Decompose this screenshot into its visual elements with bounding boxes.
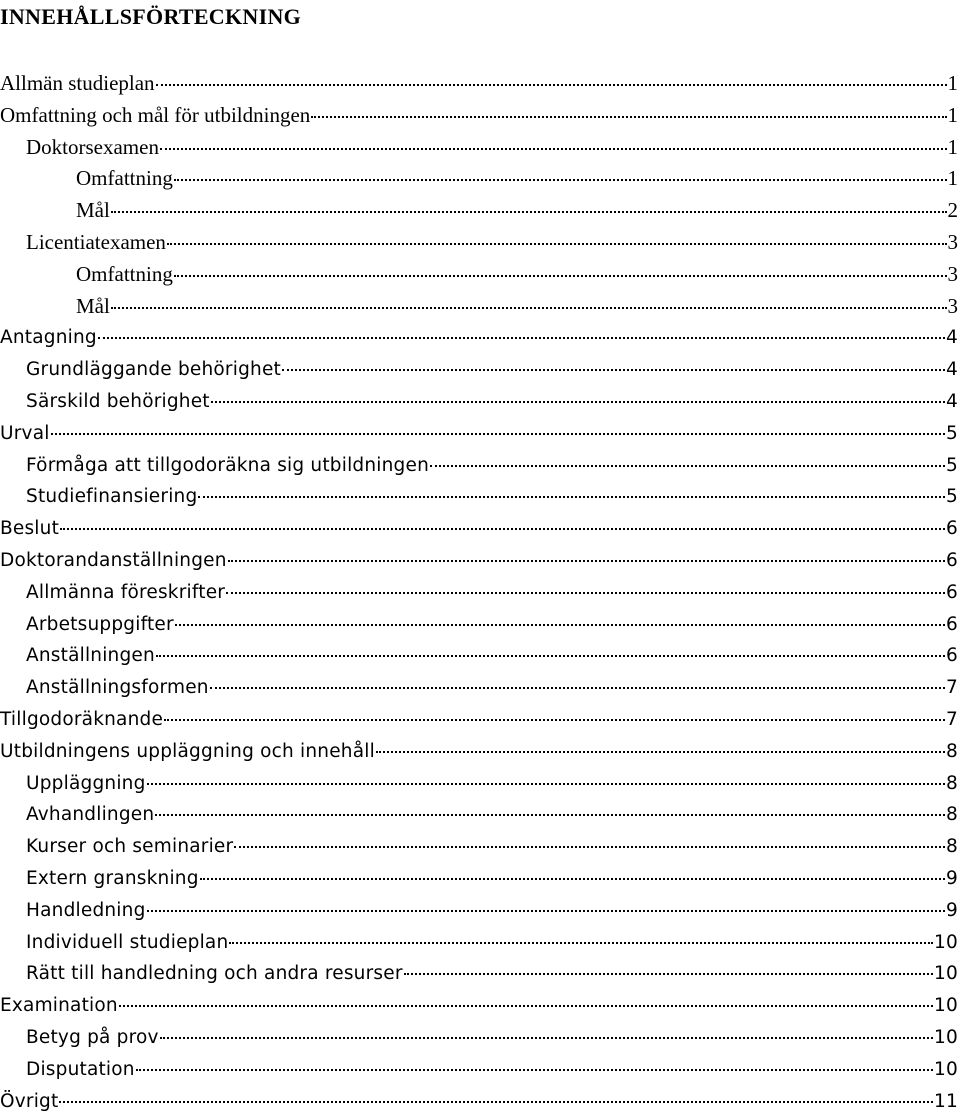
toc-entry-label: Uppläggning	[26, 768, 146, 800]
toc-entry-label: Studiefinansiering	[26, 481, 197, 513]
dot-leader	[210, 687, 945, 689]
toc-entry-label: Omfattning och mål för utbildningen	[0, 100, 310, 132]
toc-entry-page-number: 9	[946, 863, 960, 895]
page-title: INNEHÅLLSFÖRTECKNING	[0, 4, 301, 30]
toc-entry-label: Urval	[0, 418, 50, 450]
toc-entry[interactable]	[0, 863, 960, 895]
dot-leader	[234, 846, 945, 848]
dot-leader	[404, 973, 933, 975]
dot-leader	[147, 910, 946, 912]
dot-leader	[51, 433, 945, 435]
dot-leader	[211, 401, 945, 403]
toc-entry[interactable]	[0, 68, 960, 100]
toc-entry[interactable]	[0, 481, 960, 513]
toc-entry-page-number: 8	[946, 831, 960, 863]
dot-leader	[111, 307, 947, 309]
toc-entry-label: Särskild behörighet	[26, 386, 210, 418]
toc-entry-page-number: 3	[948, 227, 960, 259]
toc-entry-page-number: 1	[948, 163, 960, 195]
dot-leader	[430, 465, 945, 467]
dot-leader	[147, 783, 945, 785]
toc-entry[interactable]	[0, 609, 960, 641]
toc-entry[interactable]	[0, 132, 960, 164]
toc-entry-label: Kurser och seminarier	[26, 831, 233, 863]
dot-leader	[156, 655, 945, 657]
dot-leader	[175, 624, 945, 626]
toc-entry[interactable]	[0, 672, 960, 704]
toc-entry[interactable]	[0, 990, 960, 1022]
toc-entry[interactable]	[0, 545, 960, 577]
dot-leader	[160, 148, 947, 150]
toc-entry-page-number: 7	[946, 704, 960, 736]
toc-entry-page-number: 4	[946, 354, 960, 386]
toc-entry[interactable]	[0, 736, 960, 768]
toc-entry-label: Extern granskning	[26, 863, 199, 895]
toc-entry-label: Antagning	[0, 322, 97, 354]
dot-leader	[311, 116, 946, 118]
toc-entry-label: Grundläggande behörighet	[26, 354, 281, 386]
toc-entry[interactable]	[0, 450, 960, 482]
toc-entry-label: Doktorandanställningen	[0, 545, 227, 577]
dot-leader	[98, 337, 945, 339]
toc-entry[interactable]	[0, 322, 960, 354]
toc-entry-page-number: 6	[946, 640, 960, 672]
dot-leader	[229, 942, 933, 944]
toc-entry-page-number: 5	[946, 481, 960, 513]
toc-entry[interactable]	[0, 577, 960, 609]
toc-entry-label: Arbetsuppgifter	[26, 609, 174, 641]
toc-entry-label: Handledning	[26, 895, 146, 927]
toc-entry[interactable]	[0, 1086, 960, 1117]
toc-entry-page-number: 4	[946, 386, 960, 418]
dot-leader	[60, 528, 945, 530]
toc-entry-label: Anställningsformen	[26, 672, 209, 704]
toc-entry-page-number: 5	[946, 418, 960, 450]
toc-entry[interactable]	[0, 163, 960, 195]
dot-leader	[59, 1101, 933, 1103]
table-of-contents	[0, 68, 960, 1117]
toc-entry-label: Omfattning	[76, 259, 173, 291]
toc-entry-page-number: 10	[934, 990, 960, 1022]
toc-entry-page-number: 6	[946, 545, 960, 577]
toc-entry-page-number: 10	[934, 927, 960, 959]
dot-leader	[376, 751, 945, 753]
toc-entry[interactable]	[0, 895, 960, 927]
dot-leader	[164, 719, 945, 721]
toc-entry[interactable]	[0, 831, 960, 863]
toc-entry-page-number: 10	[934, 958, 960, 990]
toc-entry[interactable]	[0, 1022, 960, 1054]
dot-leader	[174, 275, 947, 277]
toc-entry[interactable]	[0, 354, 960, 386]
toc-entry[interactable]	[0, 958, 960, 990]
toc-entry-label: Omfattning	[76, 163, 173, 195]
dot-leader	[167, 243, 947, 245]
toc-entry[interactable]	[0, 1054, 960, 1086]
toc-entry-label: Betyg på prov	[26, 1022, 159, 1054]
toc-entry-page-number: 3	[948, 259, 960, 291]
toc-entry[interactable]	[0, 513, 960, 545]
dot-leader	[111, 211, 947, 213]
toc-entry-label: Allmän studieplan	[0, 68, 155, 100]
toc-entry-page-number: 9	[946, 895, 960, 927]
toc-entry-page-number: 10	[934, 1054, 960, 1086]
toc-entry-label: Tillgodoräknande	[0, 704, 163, 736]
toc-entry[interactable]	[0, 768, 960, 800]
toc-entry-page-number: 1	[948, 68, 960, 100]
dot-leader	[156, 84, 947, 86]
toc-entry-label: Övrigt	[0, 1086, 58, 1117]
toc-entry-label: Allmänna föreskrifter	[26, 577, 225, 609]
toc-entry[interactable]	[0, 704, 960, 736]
toc-entry-page-number: 6	[946, 513, 960, 545]
dot-leader	[119, 1005, 933, 1007]
toc-entry-label: Förmåga att tillgodoräkna sig utbildningen	[26, 450, 429, 482]
toc-entry-page-number: 6	[946, 609, 960, 641]
dot-leader	[228, 560, 945, 562]
toc-entry-page-number: 10	[934, 1022, 960, 1054]
toc-entry-page-number: 6	[946, 577, 960, 609]
toc-entry-label: Rätt till handledning och andra resurser	[26, 958, 403, 990]
dot-leader	[136, 1069, 933, 1071]
toc-entry-label: Examination	[0, 990, 118, 1022]
toc-entry[interactable]	[0, 195, 960, 227]
toc-entry-page-number: 1	[948, 132, 960, 164]
toc-entry[interactable]	[0, 640, 960, 672]
dot-leader	[155, 814, 945, 816]
toc-entry-page-number: 2	[948, 195, 960, 227]
toc-entry-label: Beslut	[0, 513, 59, 545]
toc-entry-label: Anställningen	[26, 640, 155, 672]
toc-entry[interactable]	[0, 418, 960, 450]
toc-entry[interactable]	[0, 259, 960, 291]
dot-leader	[226, 592, 945, 594]
toc-entry-page-number: 11	[934, 1086, 960, 1117]
dot-leader	[198, 496, 945, 498]
toc-entry[interactable]	[0, 386, 960, 418]
toc-entry[interactable]	[0, 799, 960, 831]
toc-entry-label: Mål	[76, 195, 110, 227]
toc-entry-label: Disputation	[26, 1054, 135, 1086]
toc-entry-page-number: 8	[946, 736, 960, 768]
toc-entry-page-number: 8	[946, 768, 960, 800]
dot-leader	[160, 1037, 933, 1039]
toc-entry-label: Mål	[76, 291, 110, 323]
toc-entry-page-number: 8	[946, 799, 960, 831]
toc-entry-label: Doktorsexamen	[26, 132, 159, 164]
dot-leader	[282, 369, 945, 371]
toc-entry-page-number: 5	[946, 450, 960, 482]
dot-leader	[200, 878, 945, 880]
toc-entry-label: Licentiatexamen	[26, 227, 166, 259]
toc-entry-page-number: 4	[946, 322, 960, 354]
toc-entry-label: Avhandlingen	[26, 799, 154, 831]
toc-entry[interactable]	[0, 291, 960, 323]
toc-entry-label: Individuell studieplan	[26, 927, 228, 959]
toc-entry-page-number: 7	[946, 672, 960, 704]
toc-entry-page-number: 3	[948, 291, 960, 323]
toc-entry[interactable]	[0, 927, 960, 959]
dot-leader	[174, 179, 947, 181]
toc-entry-label: Utbildningens uppläggning och innehåll	[0, 736, 375, 768]
toc-entry[interactable]	[0, 100, 960, 132]
toc-entry-page-number: 1	[948, 100, 960, 132]
toc-entry[interactable]	[0, 227, 960, 259]
